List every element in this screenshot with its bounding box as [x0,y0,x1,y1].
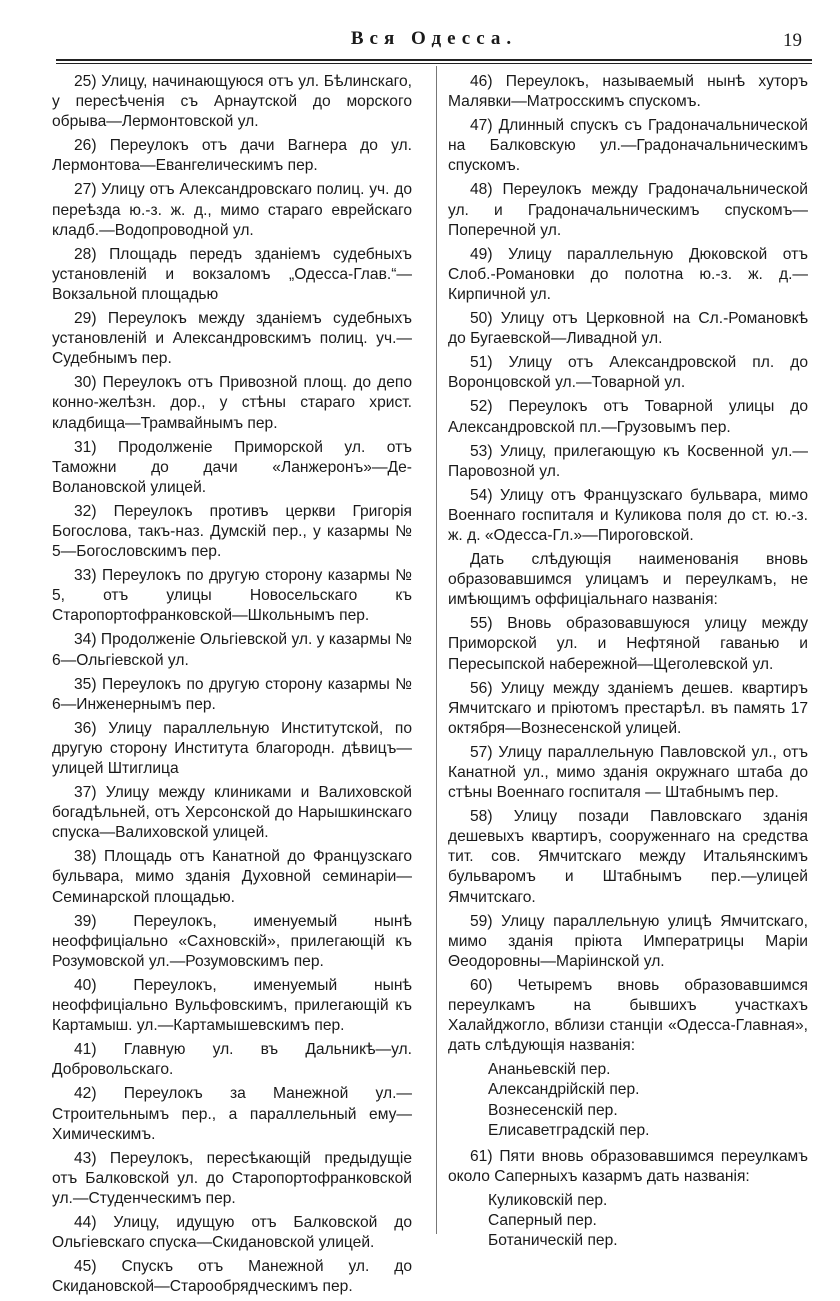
right-column [448,72,808,1257]
entry-35: 35) Переулокъ по другую сторону казармы № 6—Инженернымъ пер. [52,675,412,713]
entry-45: 45) Спускъ отъ Манежной ул. до Скидановской—Старообрядческимъ пер. [52,1258,412,1296]
entry-52: 52) Переулокъ отъ Товарной улицы до Александровской пл.—Грузовымъ пер. [448,398,808,436]
entry-57: 57) Улицу параллельную Павловской ул., отъ Канатной ул., мимо зданія окружнаго штаба до стѣны Военнаго госпиталя — Штабнымъ пер. [448,743,808,802]
left-column [52,72,412,1301]
entry-34: 34) Продолженіе Ольгіевской ул. у казармы № 6—Ольгіевской ул. [52,631,412,669]
header-rule-thick [56,59,812,61]
entry-41: 41) Главную ул. въ Дальникѣ—ул. Добровольскаго. [52,1041,412,1079]
entry-48: 48) Переулокъ между Градоначальнической ул. и Градоначальническимъ спускомъ—Поперечной ул. [448,181,808,239]
entry-26: 26) Переулокъ отъ дачи Вагнера до ул. Лермонтова—Евангелическимъ пер. [52,137,412,175]
entry-40: 40) Переулокъ, именуемый нынѣ неоффиціально Вульфовскимъ, прилегающій къ Картамыш. ул.—Картамышевскимъ пер. [52,976,412,1035]
entry-59: 59) Улицу параллельную улицѣ Ямчитскаго, мимо зданія пріюта Императрицы Маріи Θеодоровны—Маріинской ул. [448,912,808,970]
entry-53: 53) Улицу, прилегающую къ Косвенной ул.—Паровозной ул. [448,442,808,480]
entry-33: 33) Переулокъ по другую сторону казармы № 5, отъ улицы Новосельскаго къ Старопортофранковской—Школьнымъ пер. [52,567,412,625]
list-item: Ананьевскій пер. [488,1061,611,1079]
entry-36: 36) Улицу параллельную Институтской, по другую сторону Института благородн. дѣвицъ—улицей Штиглица [52,719,412,777]
entry-39: 39) Переулокъ, именуемый нынѣ неоффиціально «Сахновскій», прилегающій къ Розумовской ул.—Розумовскимъ пер. [52,912,412,970]
street-list-60 [448,1060,808,1140]
entry-29: 29) Переулокъ между зданіемъ судебныхъ установленій и Александровскимъ полиц. уч.—Судебнымъ пер. [52,310,412,368]
running-title: Вся Одесса. [350,28,518,49]
list-item: Елисаветградскій пер. [488,1121,650,1139]
list-item: Александрійскій пер. [488,1081,640,1099]
entry-38: 38) Площадь отъ Канатной до Французскаго бульвара, мимо зданія Духовной семинаріи—Семинарской площадью. [52,848,412,906]
entry-60: 60) Четыремъ вновь образовавшимся переулкамъ на бывшихъ участкахъ Халайджогло, вблизи станціи «Одесса-Главная», дать слѣдующія названія: [448,976,808,1055]
entry-37: 37) Улицу между клиниками и Валиховской богадѣльней, отъ Херсонской до Нарышкинскаго спуска—Валиховской улицей. [52,784,412,842]
entry-50: 50) Улицу отъ Церковной на Сл.-Романовкѣ до Бугаевской—Ливадной ул. [448,310,808,348]
entry-31: 31) Продолженіе Приморской ул. отъ Таможни до дачи «Ланжеронъ»—Де-Волановской улицей. [52,438,412,496]
entry-28: 28) Площадь передъ зданіемъ судебныхъ установленій и вокзаломъ „Одесса-Глав.“—Вокзальной площадью [52,245,412,303]
entry-43: 43) Переулокъ, пересѣкающій предыдущіе отъ Балковской ул. до Старопортофранковской ул.—Студенческимъ пер. [52,1149,412,1207]
entry-56: 56) Улицу между зданіемъ дешев. квартиръ Ямчитскаго и пріютомъ престарѣл. въ память 17 октября—Вознесенской улицей. [448,679,808,737]
entry-51: 51) Улицу отъ Александровской пл. до Воронцовской ул.—Товарной ул. [448,354,808,392]
entry-61: 61) Пяти вновь образовавшимся переулкамъ около Саперныхъ казармъ дать названія: [448,1147,808,1185]
entry-42: 42) Переулокъ за Манежной ул.—Строительнымъ пер., а параллельный ему—Химическимъ. [52,1085,412,1143]
entry-30: 30) Переулокъ отъ Привозной площ. до депо конно-желѣзн. дор., у стѣны стараго христ. кладбища—Трамвайнымъ пер. [52,374,412,432]
intro-paragraph: Дать слѣдующія наименованія вновь образовавшимся улицамъ и переулкамъ, не имѣющимъ оффиціальнаго названія: [448,551,808,609]
entry-49: 49) Улицу параллельную Дюковской отъ Слоб.-Романовки до полотна ю.-з. ж. д.—Кирпичной ул. [448,245,808,303]
page-header [56,24,812,60]
list-item: Ботаническій пер. [488,1232,618,1250]
entry-54: 54) Улицу отъ Французскаго бульвара, мимо Военнаго госпиталя и Куликова поля до ст. ю.-з. ж. д. «Одесса-Гл.»—Пироговской. [448,486,808,544]
street-list-61 [448,1191,808,1251]
column-divider [436,66,437,1234]
entry-27: 27) Улицу отъ Александровскаго полиц. уч. до переѣзда ю.-з. ж. д., мимо стараго еврейскаго кладб.—Водопроводной ул. [52,181,412,239]
entry-46: 46) Переулокъ, называемый нынѣ хуторъ Малявки—Матросскимъ спускомъ. [448,73,808,111]
entry-47: 47) Длинный спускъ съ Градоначальнической на Балковскую ул.—Градоначальническимъ спускомъ. [448,117,808,175]
list-item: Куликовскій пер. [488,1191,608,1209]
entry-55: 55) Вновь образовавшуюся улицу между Приморской ул. и Нефтяной гаванью и Пересыпской набережной—Щеголевской ул. [448,615,808,673]
list-item: Саперный пер. [488,1211,597,1229]
page-number: 19 [783,30,802,51]
list-item: Вознесенскій пер. [488,1101,618,1119]
entry-58: 58) Улицу позади Павловскаго зданія дешевыхъ квартиръ, сооруженнаго на средства тит. сов. Ямчитскаго между Итальянскимъ бульваромъ и Штабнымъ пер.—улицей Ямчитскаго. [448,808,808,906]
entry-44: 44) Улицу, идущую отъ Балковской до Ольгіевскаго спуска—Скидановской улицей. [52,1213,412,1252]
entry-25: 25) Улицу, начинающуюся отъ ул. Бѣлинскаго, у пересѣченія съ Арнаутской до морского обрыва—Лермонтовской ул. [52,73,412,131]
header-rule-thin [56,63,812,64]
entry-32: 32) Переулокъ противъ церкви Григорія Богослова, такъ-наз. Думскій пер., у казармы № 5—Богословскимъ пер. [52,502,412,561]
